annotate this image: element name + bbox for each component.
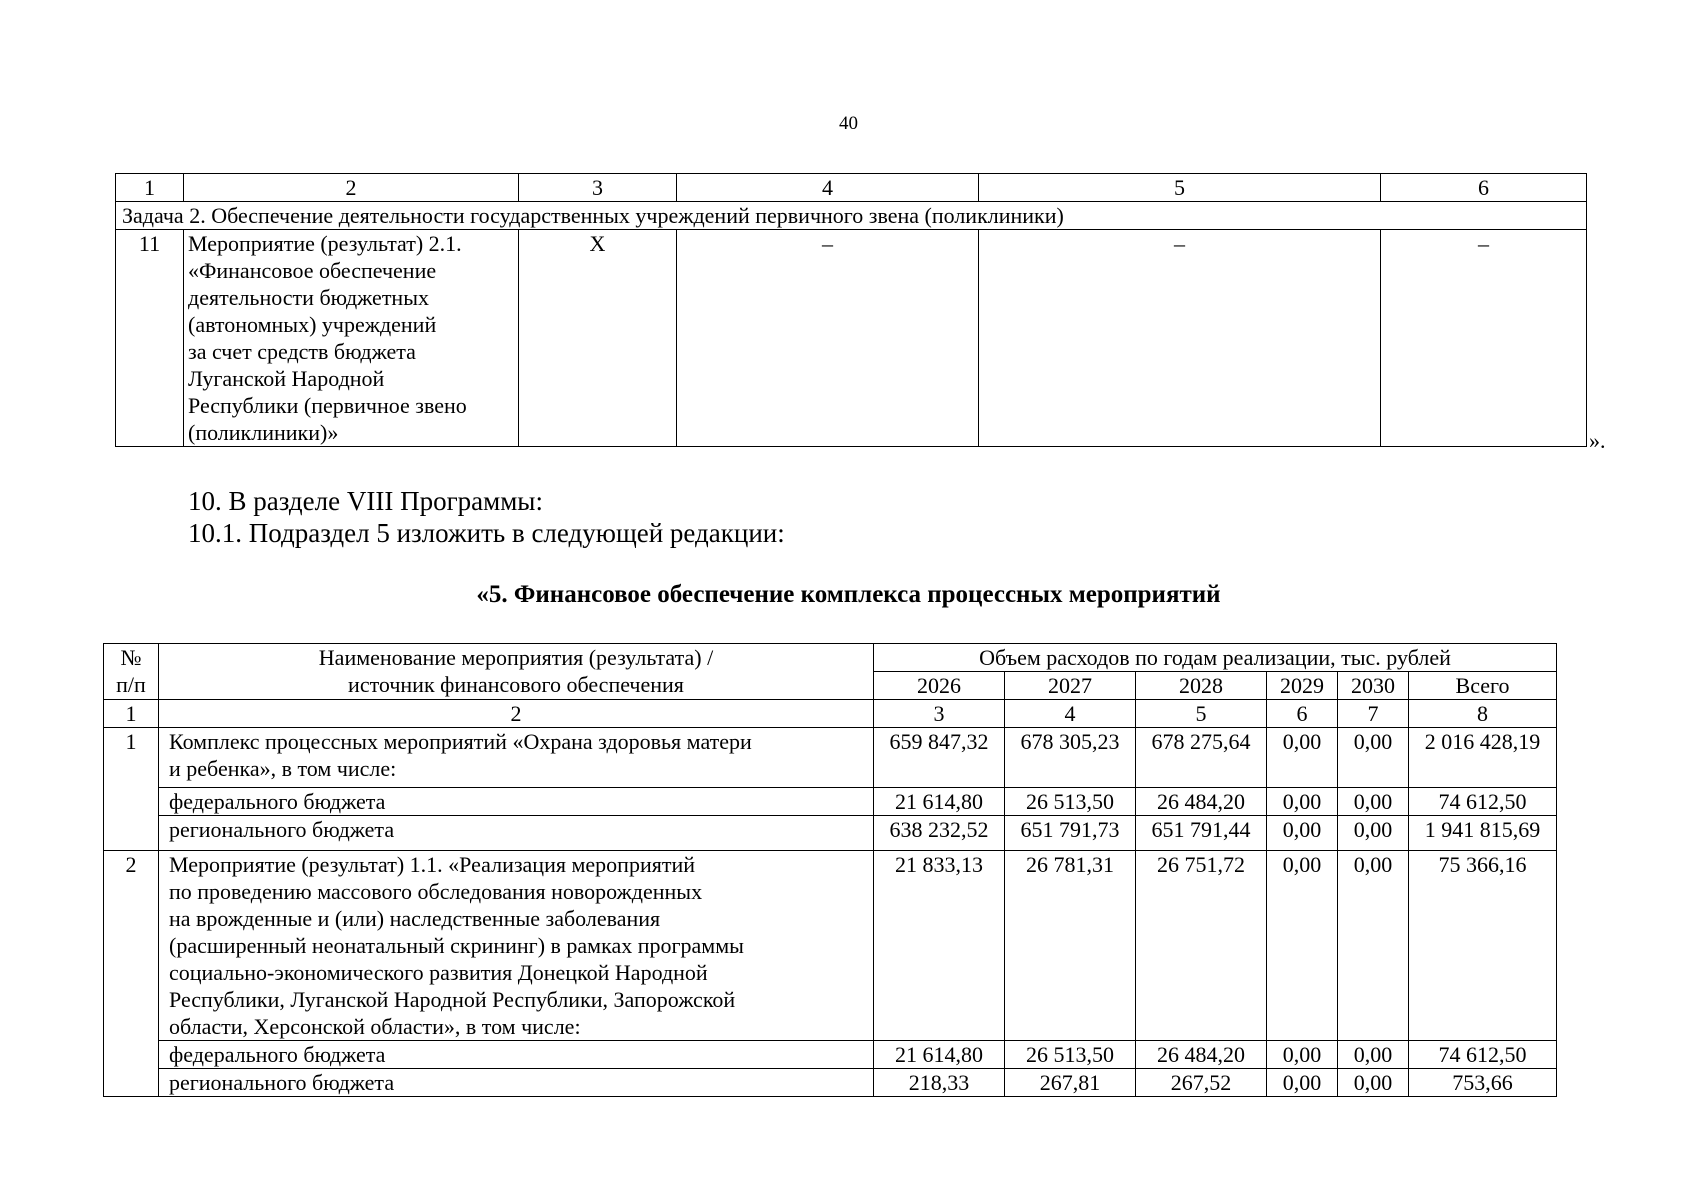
column-number: 8	[1409, 700, 1557, 728]
paragraph-section-8: 10. В разделе VIII Программы:	[188, 486, 543, 516]
value-2027: 678 305,23	[1005, 728, 1136, 788]
cell-col6: –	[1381, 230, 1587, 447]
paragraph-subsection-5: 10.1. Подраздел 5 изложить в следующей редакции:	[188, 518, 785, 548]
table-row	[104, 728, 1557, 788]
column-number: 2	[159, 700, 874, 728]
value-total: 75 366,16	[1409, 851, 1557, 1041]
row-number: 1	[104, 728, 159, 851]
column-number: 5	[1136, 700, 1267, 728]
value-2030: 0,00	[1338, 1069, 1409, 1097]
value-2028: 26 484,20	[1136, 788, 1267, 816]
value-2030: 0,00	[1338, 851, 1409, 1041]
header-cell: 6	[1381, 174, 1587, 202]
value-2026: 638 232,52	[874, 816, 1005, 851]
value-2026: 218,33	[874, 1069, 1005, 1097]
value-2029: 0,00	[1267, 1069, 1338, 1097]
column-numbers-row	[104, 700, 1557, 728]
header-year: 2030	[1338, 672, 1409, 700]
activity-name-line: Республики (первичное звено	[188, 393, 467, 418]
value-total: 1 941 815,69	[1409, 816, 1557, 851]
header-name-line: источник финансового обеспечения	[348, 672, 684, 697]
value-2030: 0,00	[1338, 1041, 1409, 1069]
activity-name-line: и ребенка», в том числе:	[169, 756, 397, 781]
header-volume: Объем расходов по годам реализации, тыс. рублей	[874, 644, 1557, 672]
source-name: регионального бюджета	[159, 1069, 874, 1097]
activity-name-line: Луганской Народной	[188, 366, 385, 391]
value-2026: 21 614,80	[874, 788, 1005, 816]
closing-quote: ».	[1589, 428, 1606, 453]
source-name: федерального бюджета	[159, 788, 874, 816]
activity-name	[159, 728, 874, 788]
activity-name-line: Республики, Луганской Народной Республики, Запорожской	[169, 987, 736, 1012]
table-row	[104, 851, 1557, 1041]
table-row	[104, 1069, 1557, 1097]
source-name: регионального бюджета	[159, 816, 874, 851]
header-cell: 5	[979, 174, 1381, 202]
value-2027: 651 791,73	[1005, 816, 1136, 851]
cell-col3: X	[519, 230, 677, 447]
table-row	[104, 788, 1557, 816]
value-2028: 26 751,72	[1136, 851, 1267, 1041]
activity-name-line: области, Херсонской области», в том числе:	[169, 1014, 581, 1039]
cell-col4: –	[677, 230, 979, 447]
value-2029: 0,00	[1267, 1041, 1338, 1069]
header-year: 2029	[1267, 672, 1338, 700]
activity-name-line: (автономных) учреждений	[188, 312, 437, 337]
value-2029: 0,00	[1267, 728, 1338, 788]
value-total: 753,66	[1409, 1069, 1557, 1097]
value-2028: 26 484,20	[1136, 1041, 1267, 1069]
header-name-line: Наименование мероприятия (результата) /	[318, 645, 714, 670]
row-number: 11	[116, 230, 184, 447]
activity-name-line: за счет средств бюджета	[188, 339, 416, 364]
activity-name-line: деятельности бюджетных	[188, 285, 429, 310]
activity-name-line: Комплекс процессных мероприятий «Охрана здоровья матери	[169, 729, 752, 754]
value-2028: 651 791,44	[1136, 816, 1267, 851]
header-number	[104, 644, 159, 700]
value-2028: 678 275,64	[1136, 728, 1267, 788]
value-total: 74 612,50	[1409, 1041, 1557, 1069]
column-number: 6	[1267, 700, 1338, 728]
column-number: 1	[104, 700, 159, 728]
table-header-row	[104, 644, 1557, 672]
activity-name-line: Мероприятие (результат) 1.1. «Реализация мероприятий	[169, 852, 695, 877]
value-2026: 21 833,13	[874, 851, 1005, 1041]
table-row	[116, 230, 1587, 447]
value-2030: 0,00	[1338, 728, 1409, 788]
column-number: 3	[874, 700, 1005, 728]
value-2029: 0,00	[1267, 851, 1338, 1041]
header-year: 2027	[1005, 672, 1136, 700]
column-number: 4	[1005, 700, 1136, 728]
activity-name-line: Мероприятие (результат) 2.1.	[188, 231, 462, 256]
header-cell: 4	[677, 174, 979, 202]
value-2026: 21 614,80	[874, 1041, 1005, 1069]
activity-name-line: по проведению массового обследования новорожденных	[169, 879, 703, 904]
value-2028: 267,52	[1136, 1069, 1267, 1097]
header-year: 2026	[874, 672, 1005, 700]
source-name: федерального бюджета	[159, 1041, 874, 1069]
task-row	[116, 202, 1587, 230]
header-year: 2028	[1136, 672, 1267, 700]
value-2027: 26 513,50	[1005, 1041, 1136, 1069]
value-total: 2 016 428,19	[1409, 728, 1557, 788]
activity-name	[159, 851, 874, 1041]
header-name	[159, 644, 874, 700]
value-2029: 0,00	[1267, 816, 1338, 851]
header-number-line: п/п	[116, 672, 146, 697]
financing-table	[103, 643, 1557, 1097]
activity-name-line: (расширенный неонатальный скрининг) в рамках программы	[169, 933, 744, 958]
page-number: 40	[839, 113, 858, 134]
column-number: 7	[1338, 700, 1409, 728]
value-2026: 659 847,32	[874, 728, 1005, 788]
table-row	[104, 1041, 1557, 1069]
activity-name-line: (поликлиники)»	[188, 420, 339, 445]
activities-table	[115, 173, 1587, 447]
value-2030: 0,00	[1338, 816, 1409, 851]
header-cell: 2	[184, 174, 519, 202]
value-total: 74 612,50	[1409, 788, 1557, 816]
value-2030: 0,00	[1338, 788, 1409, 816]
activity-name-line: «Финансовое обеспечение	[188, 258, 437, 283]
table-row	[104, 816, 1557, 851]
activity-name	[184, 230, 519, 447]
header-number-line: №	[120, 645, 142, 670]
value-2029: 0,00	[1267, 788, 1338, 816]
activity-name-line: социально-экономического развития Донецкой Народной	[169, 960, 708, 985]
header-cell: 3	[519, 174, 677, 202]
row-number: 2	[104, 851, 159, 1097]
activity-name-line: на врожденные и (или) наследственные заболевания	[169, 906, 661, 931]
section-title: «5. Финансовое обеспечение комплекса процессных мероприятий	[476, 581, 1221, 608]
value-2027: 267,81	[1005, 1069, 1136, 1097]
value-2027: 26 513,50	[1005, 788, 1136, 816]
cell-col5: –	[979, 230, 1381, 447]
header-cell: 1	[116, 174, 184, 202]
table-header-row	[116, 174, 1587, 202]
value-2027: 26 781,31	[1005, 851, 1136, 1041]
header-total: Всего	[1409, 672, 1557, 700]
task-title: Задача 2. Обеспечение деятельности государственных учреждений первичного звена (поликлиники)	[116, 202, 1587, 230]
